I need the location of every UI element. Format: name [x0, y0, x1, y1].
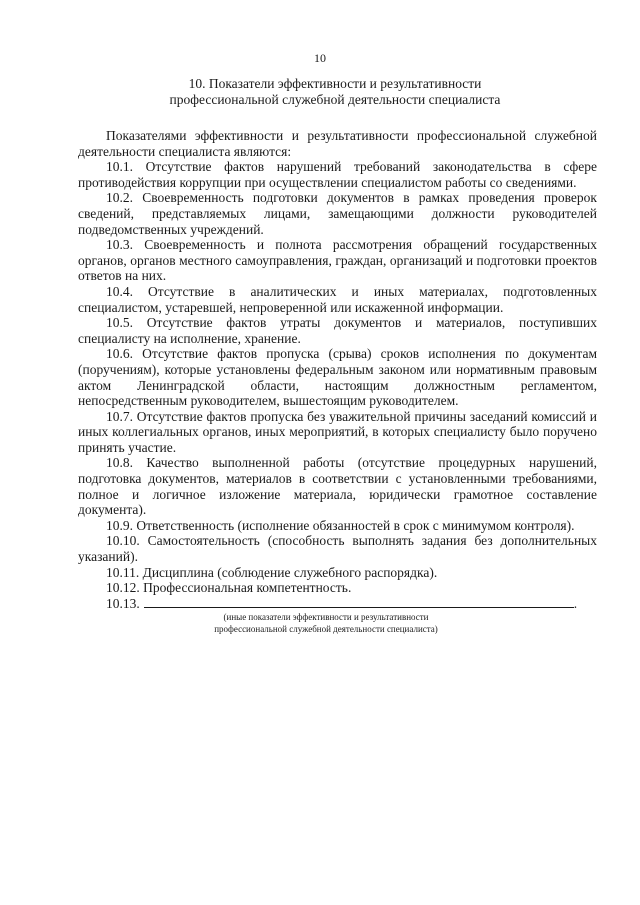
intro-paragraph: Показателями эффективности и результативности профессиональной служебной деятельности специалиста являются: — [78, 128, 597, 159]
item-10-1: 10.1. Отсутствие фактов нарушений требований законодательства в сфере противодействия коррупции при осуществлении специалистом работы со сведениями. — [78, 159, 597, 190]
blank-fill-line — [144, 596, 574, 608]
item-10-8: 10.8. Качество выполненной работы (отсутствие процедурных нарушений, подготовка документов, материалов в соответствии с установленными требованиями, полное и логичное изложение материала, юридически грамотное составление документа). — [78, 455, 597, 518]
item-10-3: 10.3. Своевременность и полнота рассмотрения обращений государственных органов, органов местного самоуправления, граждан, организаций и подготовки проектов ответов на них. — [78, 237, 597, 284]
item-10-5: 10.5. Отсутствие фактов утраты документов и материалов, поступивших специалисту на исполнение, хранение. — [78, 315, 597, 346]
section-title-line-2: профессиональной служебной деятельности специалиста — [169, 92, 501, 107]
section-title — [70, 76, 600, 108]
item-10-4: 10.4. Отсутствие в аналитических и иных материалах, подготовленных специалистом, устаревшей, непроверенной или искаженной информации. — [78, 283, 597, 315]
item-10-2: 10.2. Своевременность подготовки документов в рамках проведения проверок сведений, представляемых лицами, замещающими должности руководителей подведомственных учреждений. — [78, 190, 597, 237]
item-10-9: 10.9. Ответственность (исполнение обязанностей в срок с минимумом контроля). — [106, 517, 575, 533]
blank-caption-line-2: профессиональной служебной деятельности специалиста) — [214, 624, 438, 635]
blank-caption-line-1: (иные показатели эффективности и результативности — [223, 612, 429, 623]
item-10-7: 10.7. Отсутствие фактов пропуска без уважительной причины заседаний комиссий и иных коллегиальных органов, иных мероприятий, в которых специалисту было поручено принять участие. — [78, 408, 597, 455]
item-10-10: 10.10. Самостоятельность (способность выполнять задания без дополнительных указаний). — [78, 533, 597, 565]
item-10-6: 10.6. Отсутствие фактов пропуска (срыва) сроков исполнения по документам (поручениям), которые установлены федеральным законом или нормативным правовым актом Ленинградской области, настоящим должностным регламентом, непосредственным руководителем, вышестоящим руководителем. — [78, 346, 597, 409]
item-10-13-label: 10.13. — [106, 595, 140, 611]
item-10-13-end: . — [573, 595, 578, 611]
item-10-12: 10.12. Профессиональная компетентность. — [106, 580, 352, 596]
item-10-13 — [78, 596, 597, 612]
section-title-line-1: 10. Показатели эффективности и результативности — [188, 76, 482, 91]
body-text — [78, 128, 597, 635]
page-number: 10 — [314, 51, 326, 65]
blank-caption — [78, 611, 486, 635]
item-10-11: 10.11. Дисциплина (соблюдение служебного распорядка). — [106, 564, 438, 580]
